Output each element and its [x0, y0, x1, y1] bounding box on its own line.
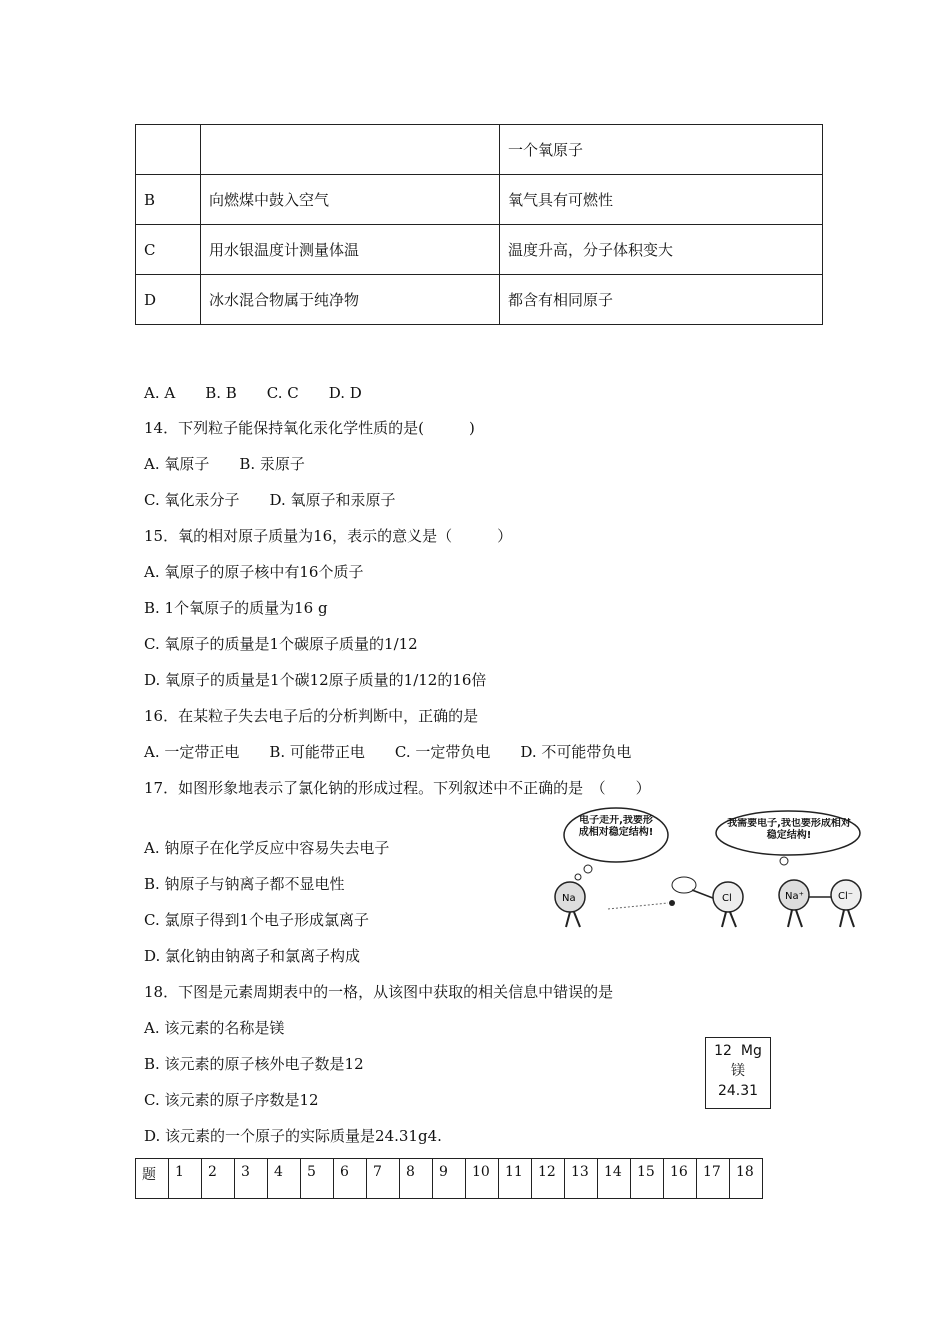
options-table: [135, 124, 823, 325]
table-row: [136, 125, 823, 175]
q15-option-c: C. 氧原子的质量是1个碳原子质量的1/12: [144, 635, 418, 653]
answer-table: [135, 1158, 763, 1199]
atomic-mass: 24.31: [717, 1083, 759, 1099]
table-cell: 12: [532, 1159, 565, 1199]
element-name: 镁: [731, 1063, 745, 1079]
table-cell: 17: [697, 1159, 730, 1199]
q15-option-a: A. 氧原子的原子核中有16个质子: [144, 563, 364, 581]
speech-bubble-left-text: 电子走开,我要形成相对稳定结构!: [578, 815, 654, 838]
q16-options: A. 一定带正电 B. 可能带正电 C. 一定带负电 D. 不可能带负电: [144, 743, 632, 761]
table-row: [136, 1159, 763, 1199]
q17-stem: 17．如图形象地表示了氯化钠的形成过程。下列叙述中不正确的是 （ ）: [144, 779, 651, 797]
table-cell: 5: [301, 1159, 334, 1199]
table-cell: 14: [598, 1159, 631, 1199]
table-cell: 9: [433, 1159, 466, 1199]
table-cell: 3: [235, 1159, 268, 1199]
q16-stem: 16．在某粒子失去电子后的分析判断中，正确的是: [144, 707, 479, 725]
chlorine-atom-label: Cl: [722, 893, 732, 904]
nacl-formation-illustration: [548, 805, 888, 935]
sodium-ion-label: Na⁺: [785, 891, 804, 902]
q18-option-b: B. 该元素的原子核外电子数是12: [144, 1055, 364, 1073]
table-cell: 11: [499, 1159, 532, 1199]
table-cell: 10: [466, 1159, 499, 1199]
table-cell: 18: [730, 1159, 763, 1199]
q18-stem: 18．下图是元素周期表中的一格，从该图中获取的相关信息中错误的是: [144, 983, 614, 1001]
table-cell: 一个氧原子: [500, 125, 823, 175]
sodium-atom-label: Na: [562, 893, 576, 904]
table-cell: 温度升高，分子体积变大: [500, 225, 823, 275]
table-row: [136, 275, 823, 325]
element-symbol: Mg: [740, 1043, 762, 1059]
q15-stem: 15．氧的相对原子质量为16，表示的意义是（ ）: [144, 527, 513, 545]
table-cell: D: [136, 275, 201, 325]
bubble-dot: [780, 857, 788, 865]
table-cell: 用水银温度计测量体温: [201, 225, 500, 275]
chlorine-leg: [730, 912, 736, 927]
q17-option-b: B. 钠原子与钠离子都不显电性: [144, 875, 345, 893]
speech-bubble-right-text: 我需要电子,我也要形成相对稳定结构!: [727, 818, 851, 841]
q18-option-c: C. 该元素的原子序数是12: [144, 1091, 319, 1109]
q15-option-d: D. 氧原子的质量是1个碳12原子质量的1/12的16倍: [144, 671, 487, 689]
chloride-ion-leg: [840, 910, 844, 927]
chloride-ion-leg: [848, 910, 854, 927]
table-cell: 4: [268, 1159, 301, 1199]
table-cell: 都含有相同原子: [500, 275, 823, 325]
table-cell: [136, 125, 201, 175]
table-cell: 6: [334, 1159, 367, 1199]
table-cell: 向燃煤中鼓入空气: [201, 175, 500, 225]
chlorine-leg: [722, 912, 726, 927]
table-cell: B: [136, 175, 201, 225]
bubble-dot: [584, 865, 592, 873]
chloride-ion-label: Cl⁻: [838, 891, 854, 902]
table-cell: 13: [565, 1159, 598, 1199]
q18-option-d: D. 该元素的一个原子的实际质量是24.31g4.: [144, 1127, 442, 1145]
atomic-number: 12: [714, 1043, 732, 1059]
electron: [669, 900, 675, 906]
table-cell: 1: [169, 1159, 202, 1199]
table-cell: 15: [631, 1159, 664, 1199]
electron-trail: [608, 903, 668, 909]
sodium-leg: [566, 912, 570, 927]
q14-options-2: C. 氧化汞分子 D. 氧原子和汞原子: [144, 491, 396, 509]
q14-stem: 14．下列粒子能保持氧化汞化学性质的是( ): [144, 419, 475, 437]
table-cell: 冰水混合物属于纯净物: [201, 275, 500, 325]
table-cell: 题: [136, 1159, 169, 1199]
table-cell: [201, 125, 500, 175]
table-cell: 16: [664, 1159, 697, 1199]
table-cell: 7: [367, 1159, 400, 1199]
q17-option-a: A. 钠原子在化学反应中容易失去电子: [144, 839, 390, 857]
q17-option-c: C. 氯原子得到1个电子形成氯离子: [144, 911, 370, 929]
q17-option-d: D. 氯化钠由钠离子和氯离子构成: [144, 947, 361, 965]
table-row: [136, 175, 823, 225]
q14-options-1: A. 氧原子 B. 汞原子: [144, 455, 305, 473]
table-row: [136, 225, 823, 275]
sodium-ion-leg: [796, 910, 802, 927]
q18-option-a: A. 该元素的名称是镁: [144, 1019, 285, 1037]
table-cell: 2: [202, 1159, 235, 1199]
sodium-ion-leg: [788, 910, 792, 927]
q15-option-b: B. 1个氧原子的质量为16 g: [144, 599, 328, 617]
q13-options: A. A B. B C. C D. D: [144, 384, 362, 402]
sodium-leg: [574, 912, 580, 927]
periodic-table-cell: [705, 1037, 771, 1109]
bubble-dot: [575, 874, 581, 880]
table-cell: 氧气具有可燃性: [500, 175, 823, 225]
table-cell: 8: [400, 1159, 433, 1199]
table-cell: C: [136, 225, 201, 275]
